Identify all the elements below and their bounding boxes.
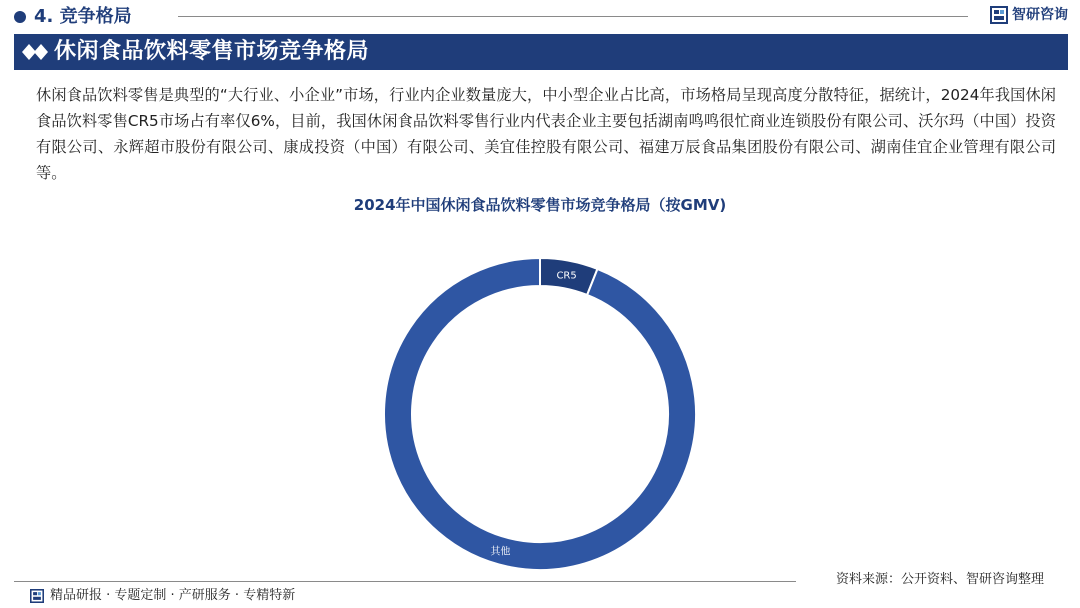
top-header — [0, 0, 1080, 34]
brand-logo — [990, 6, 1068, 24]
footer — [30, 587, 295, 605]
section-dot-icon — [14, 11, 26, 23]
slice-label-other: 其他 — [490, 546, 511, 558]
double-diamond-icon — [22, 43, 50, 61]
section-banner — [14, 34, 1068, 70]
footer-logo-icon — [30, 589, 44, 603]
donut-slice-other — [384, 258, 696, 570]
chart-title: 2024年中国休闲食品饮料零售市场竞争格局（按GMV) — [353, 196, 727, 214]
header-divider — [178, 16, 968, 17]
footer-tagline: 精品研报 · 专题定制 · 产研服务 · 专精特新 — [50, 588, 296, 603]
banner-title: 休闲食品饮料零售市场竞争格局 — [54, 39, 370, 64]
section-title: 4. 竞争格局 — [34, 6, 132, 27]
source-note: 资料来源：公开资料、智研咨询整理 — [835, 572, 1044, 587]
footer-divider — [14, 581, 796, 582]
donut-chart — [0, 218, 1080, 580]
brand-logo-icon — [990, 6, 1008, 24]
intro-paragraph: 休闲食品饮料零售是典型的“大行业、小企业”市场，行业内企业数量庞大，中小型企业占比高，市场格局呈现高度分散特征，据统计，2024年我国休闲食品饮料零售CR5市场占有率仅6%，目前，我国休闲食品饮料零售行业内代表企业主要包括湖南鸣鸣很忙商业连锁股份有限公司、沃尔玛（中国）投资有限公司、永辉超市股份有限公司、康成投资（中国）有限公司、美宜佳控股有限公司、福建万辰食品集团股份有限公司、湖南佳宜企业管理有限公司等。 — [36, 86, 1056, 182]
slice-label-cr5: CR5 — [556, 270, 577, 282]
brand-name: 智研咨询 — [1012, 7, 1068, 23]
